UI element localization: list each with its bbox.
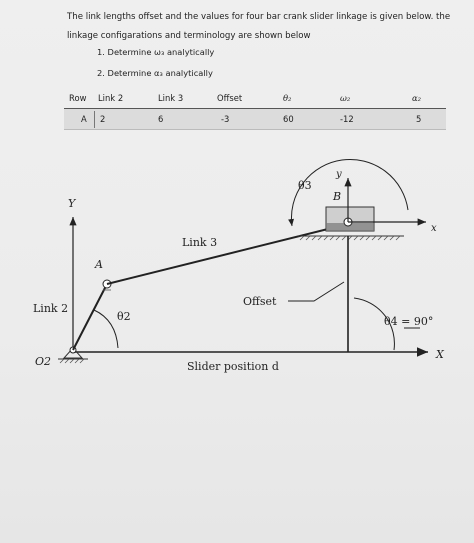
point-b-label: B — [333, 190, 342, 203]
cell-offset: -3 — [221, 114, 230, 124]
cell-omega2: -12 — [340, 114, 354, 124]
slider-position-label: Slider position d — [187, 360, 279, 373]
global-y-label: Y — [68, 197, 76, 210]
task-item: 2. Determine α₃ analytically — [97, 68, 213, 78]
point-a-label: A — [95, 258, 103, 271]
theta2-arc — [94, 310, 118, 348]
local-y-label: y — [336, 169, 342, 180]
header-link3: Link 3 — [158, 93, 184, 103]
header-row: Row — [69, 93, 87, 103]
theta2-label: θ2 — [117, 310, 131, 323]
slider-block — [298, 207, 404, 240]
link-2-label: Link 2 — [33, 302, 69, 315]
o2-label: O2 — [35, 355, 52, 368]
offset-label: Offset — [243, 295, 277, 308]
theta4-label: θ4 = 90° — [384, 315, 434, 328]
header-omega2: ω₂ — [340, 93, 351, 103]
header-offset: Offset — [217, 93, 243, 103]
header-link2: Link 2 — [98, 93, 124, 103]
link-3-label: Link 3 — [182, 236, 218, 249]
problem-statement-line-2: linkage configarations and terminology are shown below — [67, 31, 311, 41]
global-x-label: X — [436, 348, 444, 361]
offset-leader — [288, 282, 344, 301]
problem-statement-line-1: The link lengths offset and the values for four bar crank slider linkage is given below. the — [67, 12, 451, 22]
task-item: 1. Determine ω₃ analytically — [97, 47, 215, 57]
local-x-label: x — [431, 223, 437, 234]
link-2 — [73, 284, 107, 350]
cell-theta2: 60 — [283, 114, 294, 124]
cell-row-id: A — [81, 114, 87, 124]
cell-link2: 2 — [100, 114, 106, 124]
cell-link3: 6 — [158, 114, 164, 124]
theta3-label: θ3 — [298, 179, 312, 192]
header-theta2: θ₂ — [283, 93, 292, 103]
link-3 — [107, 224, 348, 284]
header-alpha2: α₂ — [412, 93, 422, 103]
cell-alpha2: 5 — [416, 114, 422, 124]
